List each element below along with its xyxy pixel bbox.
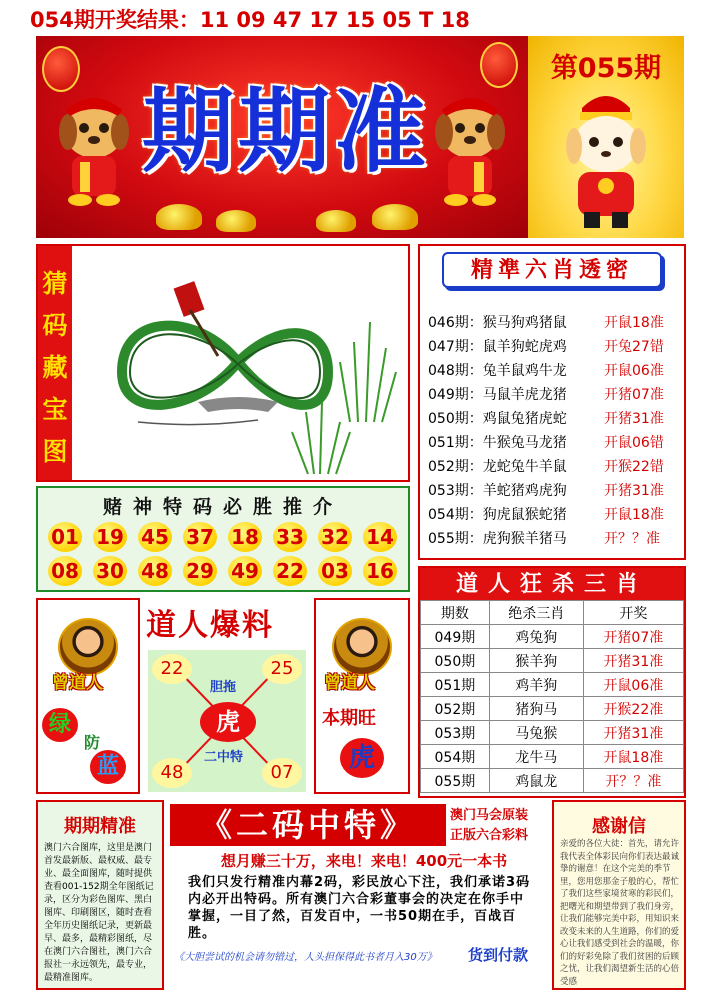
diamond-box	[148, 650, 306, 792]
cell-result: 开猪07准	[583, 625, 683, 649]
list-item	[428, 360, 684, 384]
table-row	[421, 649, 684, 673]
row-result: 开猴22错	[604, 459, 664, 475]
number-ball: 49	[228, 556, 262, 586]
left-word-2: 防	[84, 733, 101, 752]
number-ball: 45	[138, 522, 172, 552]
cell-picks: 猪狗马	[489, 697, 583, 721]
thanks-letter-title: 感谢信	[592, 816, 646, 837]
list-item	[428, 504, 684, 528]
map-title-char: 藏	[42, 353, 68, 382]
table-header-row	[421, 601, 684, 625]
table-row	[421, 721, 684, 745]
kill-three-title: 道人狂杀三肖	[455, 571, 648, 597]
kill-three-panel	[418, 566, 686, 798]
row-issue: 048期：	[428, 363, 483, 379]
gold-ingot-icon	[156, 204, 202, 230]
issue-number: 第055期	[550, 53, 662, 84]
table-row	[421, 769, 684, 793]
number-ball: 19	[93, 522, 127, 552]
six-zodiac-panel	[418, 244, 686, 560]
cell-result: 开？？准	[583, 769, 683, 793]
cell-issue: 052期	[421, 697, 490, 721]
issue-panel	[528, 36, 684, 238]
org-line-2: 正版六合彩料	[450, 828, 529, 843]
number-ball: 37	[183, 522, 217, 552]
row-result: 开猪31准	[604, 483, 664, 499]
map-title-char: 图	[42, 437, 68, 466]
daoren-title: 道人爆料	[146, 608, 274, 643]
list-item	[428, 336, 684, 360]
number-ball: 14	[363, 522, 397, 552]
list-item	[428, 384, 684, 408]
row-picks: 鼠羊狗蛇虎鸡	[482, 339, 567, 355]
number-ball: 33	[273, 522, 307, 552]
map-title-char: 码	[42, 311, 68, 340]
two-code-panel	[170, 800, 548, 990]
row-picks: 牛猴兔马龙猪	[482, 435, 567, 451]
infinity-sketch-icon	[78, 252, 406, 476]
cell-result: 开鼠06准	[583, 673, 683, 697]
two-code-note: 《大胆尝试的机会请勿错过，人头担保得此书者月入30万》	[174, 952, 437, 963]
daoren-center-panel	[140, 598, 314, 794]
row-issue: 052期：	[428, 459, 483, 475]
kill-three-title-bar	[420, 568, 684, 600]
column-header: 绝杀三肖	[489, 601, 583, 625]
row-picks: 虎狗猴羊猪马	[482, 531, 567, 547]
column-header: 期数	[421, 601, 490, 625]
two-code-title: 《二码中特》	[199, 806, 416, 844]
row-result: 开鼠06准	[604, 363, 664, 379]
cell-issue: 050期	[421, 649, 490, 673]
row-result: 开鼠18准	[604, 315, 664, 331]
row-picks: 羊蛇猪鸡虎狗	[482, 483, 567, 499]
table-row	[421, 625, 684, 649]
list-item	[428, 480, 684, 504]
accurate-body: 澳门六合图库，这里是澳门首发最新版、最权威、最专业、最全面图库，随时提供查看001-152期全年图纸记录，区分为彩色图库、黑白图库、印刷图区，随时查看全年历史图纸记录，更新最早、最多，最精彩图纸，尽在澳门六合图社，澳门六合报社一永远领先，最专业，最精准图库。	[44, 843, 154, 983]
row-picks: 龙蛇兔牛羊鼠	[482, 459, 567, 475]
center-zodiac: 虎	[200, 702, 256, 742]
cell-picks: 猴羊狗	[489, 649, 583, 673]
six-zodiac-title-box	[442, 252, 662, 288]
number-ball: 03	[318, 556, 352, 586]
row-issue: 046期：	[428, 315, 483, 331]
result-bar	[0, 0, 720, 40]
row-issue: 050期：	[428, 411, 483, 427]
row-issue: 047期：	[428, 339, 483, 355]
daoren-right-panel	[314, 598, 410, 794]
row-result: 开鼠06错	[604, 435, 664, 451]
cell-picks: 马兔猴	[489, 721, 583, 745]
lantern-icon	[42, 46, 80, 92]
list-item	[428, 456, 684, 480]
cell-picks: 龙牛马	[489, 745, 583, 769]
previous-result-text: 054期开奖结果：11 09 47 17 15 05 T 18	[30, 8, 470, 32]
map-title-char: 宝	[42, 395, 68, 424]
row-result: 开？？准	[604, 531, 660, 547]
table-row	[421, 745, 684, 769]
list-item	[428, 528, 684, 552]
cell-result: 开猴22准	[583, 697, 683, 721]
row-picks: 猴马狗鸡猪鼠	[482, 315, 567, 331]
list-item	[428, 432, 684, 456]
daoren-name: 曾道人	[324, 673, 375, 693]
row-issue: 055期：	[428, 531, 483, 547]
row-picks: 兔羊鼠鸡牛龙	[482, 363, 567, 379]
cell-picks: 鸡羊狗	[489, 673, 583, 697]
number-ball: 08	[48, 556, 82, 586]
kill-three-table	[420, 600, 684, 793]
gold-ingot-icon	[316, 210, 356, 232]
gold-ingot-icon	[216, 210, 256, 232]
cell-issue: 055期	[421, 769, 490, 793]
number-ball: 48	[138, 556, 172, 586]
cell-issue: 054期	[421, 745, 490, 769]
column-header: 开奖	[583, 601, 683, 625]
two-code-body: 我们只发行精准内幕2码，彩民放心下注，我们承诺3码内必开出特码。所有澳门六合彩董事会的决定在你手中掌握，一目了然，百发百中，一书50期在手，百战百胜。	[188, 875, 531, 941]
number-ball: 16	[363, 556, 397, 586]
main-banner	[36, 36, 528, 238]
row-issue: 054期：	[428, 507, 483, 523]
right-label: 本期旺	[322, 708, 376, 729]
number-ball: 18	[228, 522, 262, 552]
number-ball: 01	[48, 522, 82, 552]
row-picks: 鸡鼠兔猪虎蛇	[482, 411, 567, 427]
cell-picks: 鸡兔狗	[489, 625, 583, 649]
slogan: 想月赚三十万，来电！来电！400元一本书	[220, 852, 508, 870]
row-issue: 051期：	[428, 435, 483, 451]
puppy-mascot-icon	[560, 86, 652, 232]
thanks-letter-panel	[552, 800, 686, 990]
cell-issue: 051期	[421, 673, 490, 697]
row-result: 开鼠18准	[604, 507, 664, 523]
daoren-left-panel	[36, 598, 140, 794]
corner-number: 48	[152, 758, 192, 788]
row-issue: 049期：	[428, 387, 483, 403]
corner-number: 22	[152, 654, 192, 684]
label-top: 胆拖	[210, 680, 237, 695]
corner-number: 25	[262, 654, 302, 684]
org-line-1: 澳门马会原装	[450, 808, 529, 823]
gold-ingot-icon	[372, 204, 418, 230]
thanks-letter-body: 亲爱的各位大徒：首先，请允许我代表全体彩民向你们表达最诚挚的谢意！在这个完美的季节里，您用您那金子般的心，帮忙了我们这些家境贫寒的彩民们，把曙光和期望带到了我们身旁，让我们能够完美中彩，用知识来改变未来的人生道路，你们的爱心让我们感受到社会的温暖，你们的好彩免除了我们贫困的后顾之忧，让我们渴望新生活的心倍受感	[560, 839, 680, 987]
table-row	[421, 673, 684, 697]
banner-title: 期期准	[141, 77, 430, 185]
number-ball: 30	[93, 556, 127, 586]
dog-mascot-left-icon	[52, 92, 136, 210]
accurate-title: 期期精准	[64, 816, 136, 837]
row-result: 开兔27错	[604, 339, 664, 355]
cell-picks: 鸡鼠龙	[489, 769, 583, 793]
cell-issue: 049期	[421, 625, 490, 649]
row-picks: 马鼠羊虎龙猪	[482, 387, 567, 403]
row-picks: 狗虎鼠猴蛇猪	[482, 507, 567, 523]
cell-issue: 053期	[421, 721, 490, 745]
row-result: 开猪07准	[604, 387, 664, 403]
cell-result: 开猪31准	[583, 649, 683, 673]
number-ball: 32	[318, 522, 352, 552]
gamble-numbers-panel	[36, 486, 410, 592]
accurate-panel	[36, 800, 164, 990]
left-word-1: 绿	[42, 708, 78, 742]
six-zodiac-title: 精準六肖透密	[470, 257, 633, 283]
cell-result: 开猪31准	[583, 721, 683, 745]
row-result: 开猪31准	[604, 411, 664, 427]
number-ball: 29	[183, 556, 217, 586]
corner-number: 07	[262, 758, 302, 788]
list-item	[428, 408, 684, 432]
table-row	[421, 697, 684, 721]
gamble-title: 赌神特码必胜推介	[102, 496, 343, 518]
treasure-map-panel	[36, 244, 410, 482]
row-issue: 053期：	[428, 483, 483, 499]
left-word-3: 蓝	[90, 750, 126, 784]
right-zodiac: 虎	[340, 738, 384, 778]
cell-result: 开鼠18准	[583, 745, 683, 769]
cash-on-delivery-label: 货到付款	[468, 946, 529, 964]
map-title-char: 猜	[42, 269, 68, 298]
lantern-icon	[480, 42, 518, 88]
treasure-map-title-strip	[38, 246, 72, 480]
number-ball: 22	[273, 556, 307, 586]
daoren-name: 曾道人	[52, 673, 103, 693]
list-item	[428, 312, 684, 336]
label-bottom: 二中特	[204, 750, 244, 765]
